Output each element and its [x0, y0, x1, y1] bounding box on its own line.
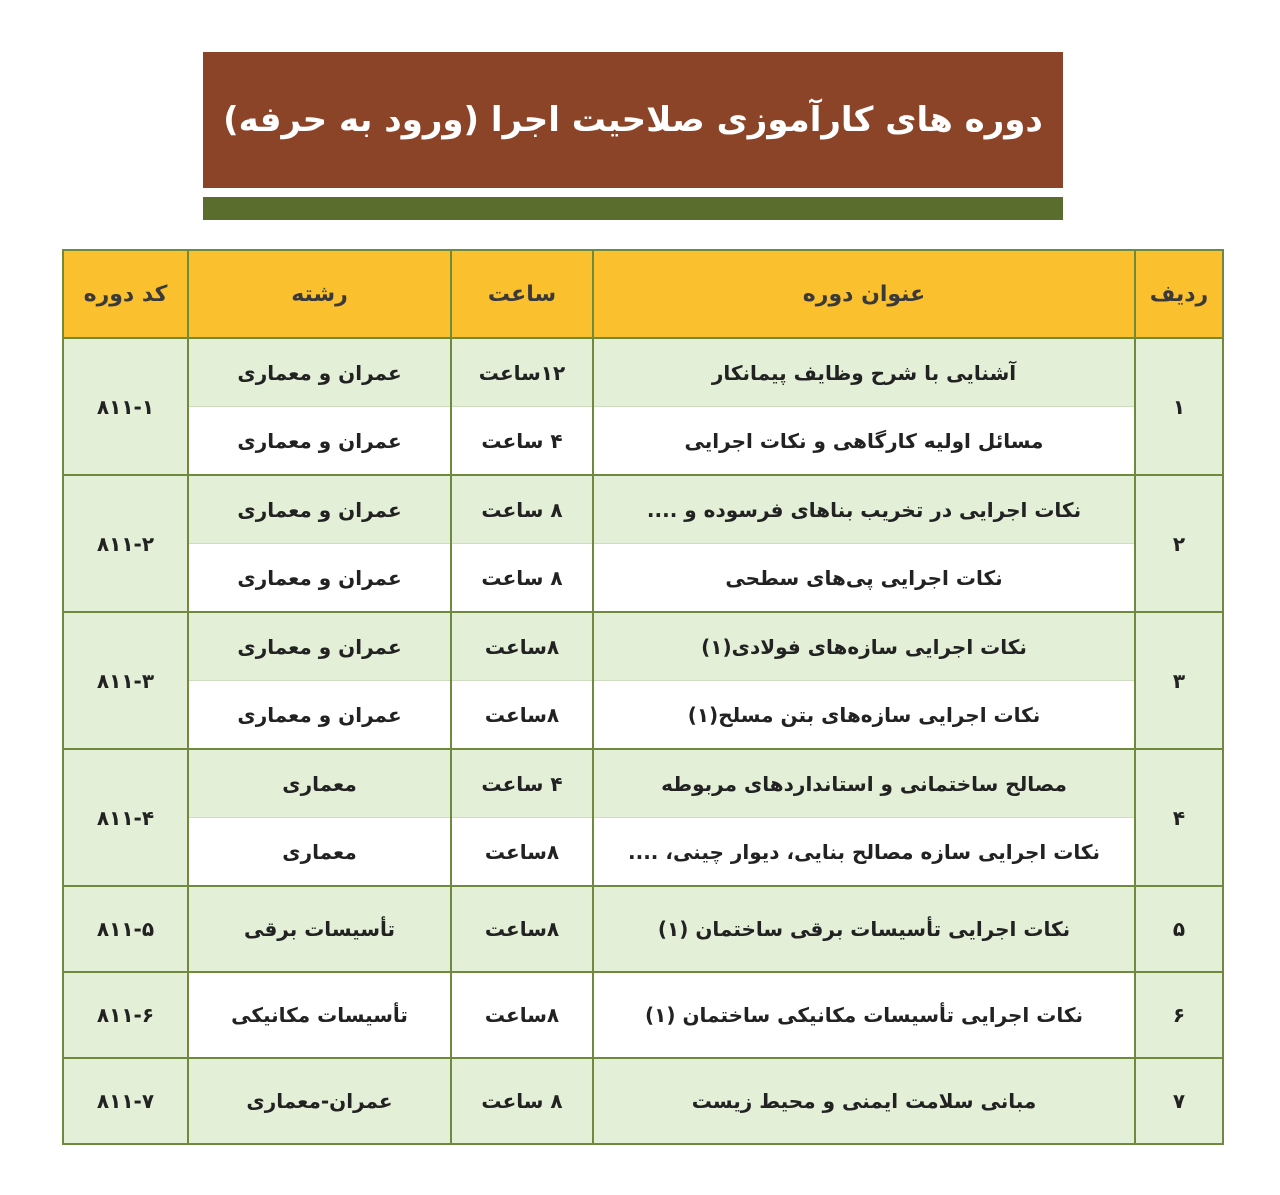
row-number: ۲ [1135, 475, 1223, 612]
course-title: نکات اجرایی در تخریب بناهای فرسوده و .... [593, 475, 1135, 544]
course-title: نکات اجرایی سازه مصالح بنایی، دیوار چینی، .... [593, 818, 1135, 887]
row-number: ۳ [1135, 612, 1223, 749]
course-code: ۸۱۱-۵ [63, 886, 188, 972]
course-field: معماری [188, 818, 451, 887]
table-row [63, 475, 1223, 544]
course-hours: ۸ساعت [451, 612, 593, 681]
course-field: معماری [188, 749, 451, 818]
row-number: ۱ [1135, 338, 1223, 475]
header-hours: ساعت [451, 250, 593, 338]
table-row [63, 1058, 1223, 1144]
table-header-row [63, 250, 1223, 338]
table-row [63, 407, 1223, 476]
row-number: ۴ [1135, 749, 1223, 886]
header-course-code: کد دوره [63, 250, 188, 338]
course-title: نکات اجرایی تأسیسات مکانیکی ساختمان (۱) [593, 972, 1135, 1058]
banner-divider [203, 197, 1063, 220]
course-code: ۸۱۱-۷ [63, 1058, 188, 1144]
course-title: مسائل اولیه کارگاهی و نکات اجرایی [593, 407, 1135, 476]
course-hours: ۸ ساعت [451, 1058, 593, 1144]
course-title: نکات اجرایی سازه‌های فولادی(۱) [593, 612, 1135, 681]
course-code: ۸۱۱-۴ [63, 749, 188, 886]
table-row [63, 886, 1223, 972]
table-row [63, 338, 1223, 407]
course-code: ۸۱۱-۶ [63, 972, 188, 1058]
course-title: مصالح ساختمانی و استانداردهای مربوطه [593, 749, 1135, 818]
course-field: عمران و معماری [188, 544, 451, 613]
courses-table [62, 249, 1224, 1145]
course-title: نکات اجرایی تأسیسات برقی ساختمان (۱) [593, 886, 1135, 972]
course-field: تأسیسات برقی [188, 886, 451, 972]
table-row [63, 544, 1223, 613]
header-field: رشته [188, 250, 451, 338]
course-code: ۸۱۱-۱ [63, 338, 188, 475]
course-field: عمران و معماری [188, 475, 451, 544]
course-field: عمران و معماری [188, 338, 451, 407]
table-row [63, 749, 1223, 818]
course-hours: ۸ساعت [451, 818, 593, 887]
course-hours: ۸ساعت [451, 681, 593, 750]
course-hours: ۸ساعت [451, 972, 593, 1058]
row-number: ۷ [1135, 1058, 1223, 1144]
course-code: ۸۱۱-۳ [63, 612, 188, 749]
table-row [63, 612, 1223, 681]
course-field: عمران و معماری [188, 681, 451, 750]
table-row [63, 681, 1223, 750]
course-field: عمران و معماری [188, 407, 451, 476]
course-title: نکات اجرایی پی‌های سطحی [593, 544, 1135, 613]
course-title: نکات اجرایی سازه‌های بتن مسلح(۱) [593, 681, 1135, 750]
course-title: مبانی سلامت ایمنی و محیط زیست [593, 1058, 1135, 1144]
header-row-number: ردیف [1135, 250, 1223, 338]
course-field: عمران-معماری [188, 1058, 451, 1144]
course-hours: ۸ ساعت [451, 475, 593, 544]
row-number: ۵ [1135, 886, 1223, 972]
course-hours: ۴ ساعت [451, 749, 593, 818]
table-row [63, 818, 1223, 887]
course-hours: ۴ ساعت [451, 407, 593, 476]
course-hours: ۸ساعت [451, 886, 593, 972]
title-banner [203, 52, 1063, 188]
header-course-title: عنوان دوره [593, 250, 1135, 338]
course-field: عمران و معماری [188, 612, 451, 681]
course-hours: ۱۲ساعت [451, 338, 593, 407]
course-code: ۸۱۱-۲ [63, 475, 188, 612]
page-title: دوره های کارآموزی صلاحیت اجرا (ورود به حرفه) [223, 100, 1043, 140]
course-field: تأسیسات مکانیکی [188, 972, 451, 1058]
course-hours: ۸ ساعت [451, 544, 593, 613]
table-row [63, 972, 1223, 1058]
row-number: ۶ [1135, 972, 1223, 1058]
course-title: آشنایی با شرح وظایف پیمانکار [593, 338, 1135, 407]
